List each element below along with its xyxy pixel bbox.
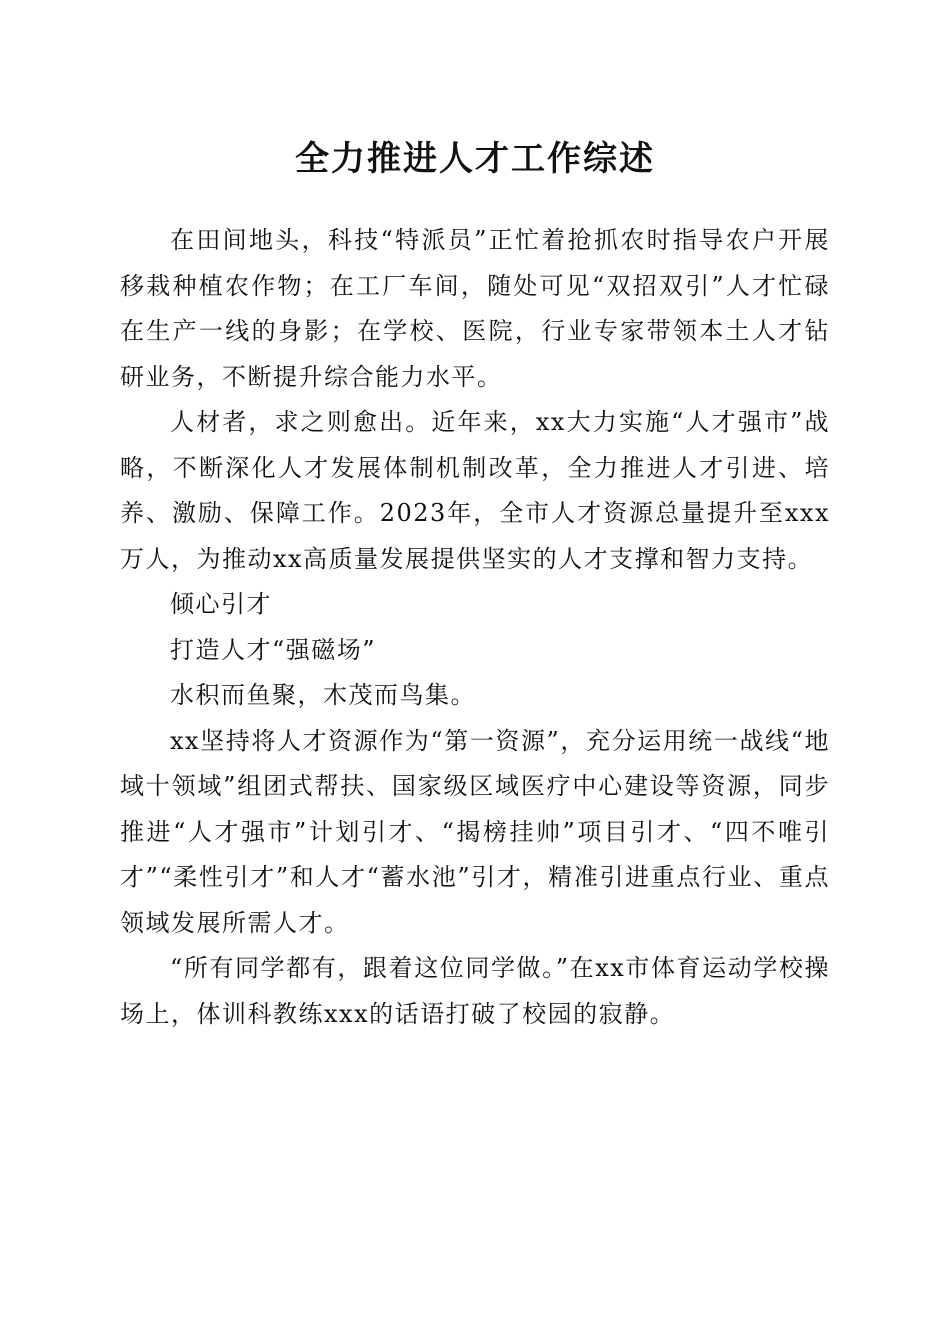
document-body xyxy=(120,218,830,1037)
document-title: 全力推进人才工作综述 xyxy=(295,139,655,179)
section-subheading: 打造人才“强磁场” xyxy=(170,635,377,664)
paragraph-proverb: 水积而鱼聚，木茂而鸟集。 xyxy=(170,681,476,709)
paragraph-strategy: xx坚持将人才资源作为“第一资源”，充分运用统一战线“地域十领域”组团式帮扶、国家级区域医疗中心建设等资源，同步推进“人才强市”计划引才、“揭榜挂帅”项目引才、“四不唯引才”“柔性引才”和人才“蓄水池”引才，精准引进重点行业、重点领域发展所需人才。 xyxy=(120,726,830,937)
paragraph-quote: “所有同学都有，跟着这位同学做。”在xx市体育运动学校操场上，体训科教练xxx的话语打破了校园的寂静。 xyxy=(120,954,830,1028)
section-heading: 倾心引才 xyxy=(170,590,272,618)
paragraph-intro: 在田间地头，科技“特派员”正忙着抢抓农时指导农户开展移栽种植农作物；在工厂车间，随处可见“双招双引”人才忙碌在生产一线的身影；在学校、医院，行业专家带领本土人才钻研业务，不断提升综合能力水平。 xyxy=(120,226,830,391)
paragraph-overview: 人材者，求之则愈出。近年来，xx大力实施“人才强市”战略，不断深化人才发展体制机制改革，全力推进人才引进、培养、激励、保障工作。2023年，全市人才资源总量提升至xxx万人，为推动xx高质量发展提供坚实的人才支撑和智力支持。 xyxy=(120,408,830,573)
